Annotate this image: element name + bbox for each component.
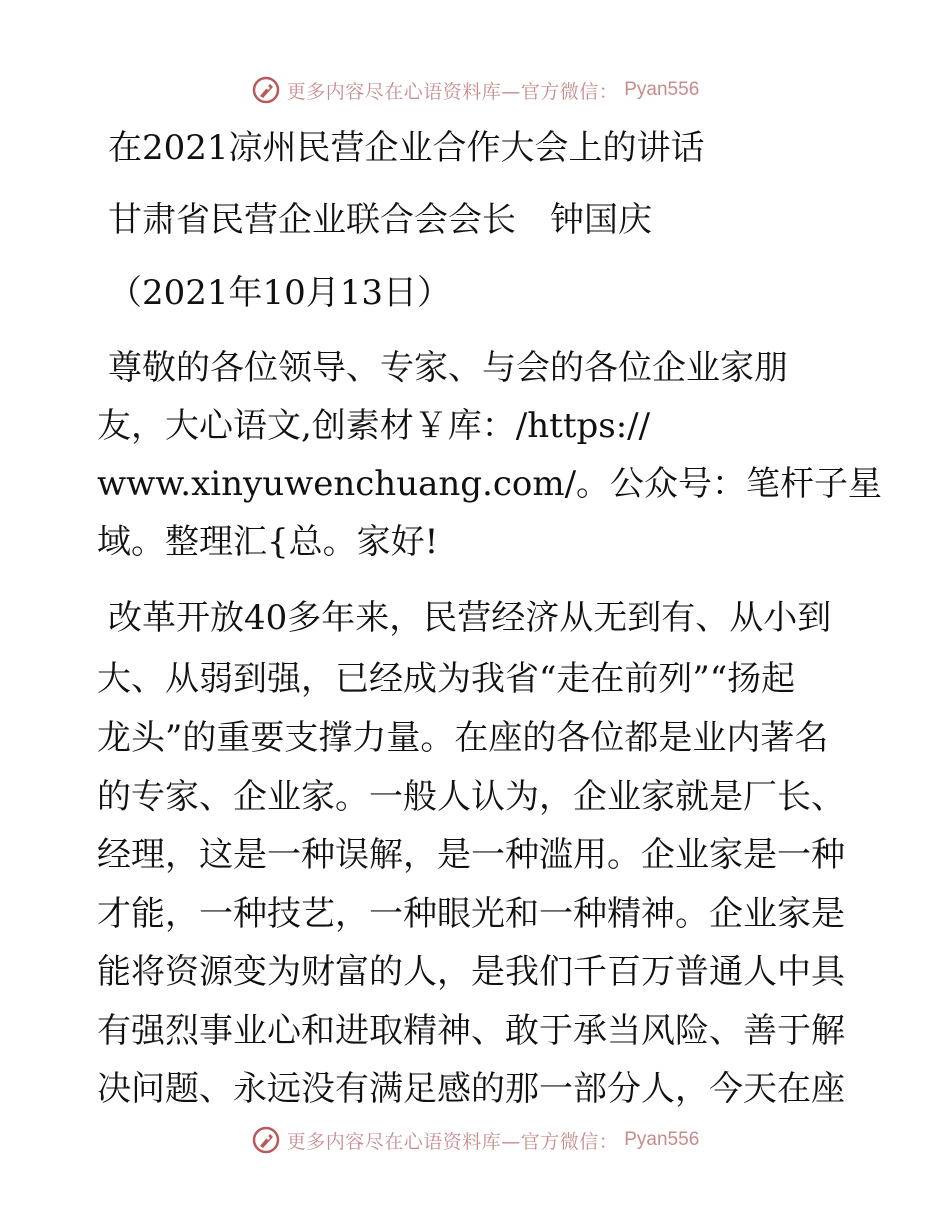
body-line: 经理，这是一种误解，是一种滥用。企业家是一种 bbox=[97, 835, 845, 875]
speaker-line: 甘肃省民营企业联合会会长 钟国庆 bbox=[108, 200, 652, 240]
watermark-text: 更多内容尽在心语资料库—官方微信： bbox=[286, 1130, 619, 1153]
pen-nib-icon bbox=[251, 1125, 281, 1155]
body-line: 才能，一种技艺，一种眼光和一种精神。企业家是 bbox=[97, 894, 845, 934]
body-line: 决问题、永远没有满足感的那一部分人，今天在座 bbox=[97, 1069, 845, 1109]
date-line: （2021年10月13日） bbox=[108, 273, 452, 313]
watermark-header bbox=[0, 70, 950, 110]
watermark-wechat-id: Pyan556 bbox=[624, 79, 700, 100]
greeting-line: www.xinyuwenchuang.com/。公众号：笔杆子星 bbox=[97, 464, 883, 504]
greeting-line: 尊敬的各位领导、专家、与会的各位企业家朋 bbox=[108, 348, 788, 388]
watermark-text: 更多内容尽在心语资料库—官方微信： bbox=[286, 80, 619, 103]
body-line: 的专家、企业家。一般人认为，企业家就是厂长、 bbox=[97, 777, 845, 817]
body-line: 有强烈事业心和进取精神、敢于承当风险、善于解 bbox=[97, 1011, 845, 1051]
body-line: 能将资源变为财富的人，是我们千百万普通人中具 bbox=[97, 952, 845, 992]
watermark-footer bbox=[0, 1120, 950, 1160]
watermark-wechat-id: Pyan556 bbox=[624, 1129, 700, 1150]
greeting-line: 友，大心语文,创素材￥库：/https:// bbox=[97, 406, 651, 446]
body-line: 改革开放40多年来，民营经济从无到有、从小到 bbox=[108, 598, 832, 638]
document-title: 在2021凉州民营企业合作大会上的讲话 bbox=[108, 128, 705, 168]
body-line: 龙头”的重要支撑力量。在座的各位都是业内著名 bbox=[97, 718, 829, 758]
pen-nib-icon bbox=[251, 75, 281, 105]
greeting-line: 域。整理汇{总。家好! bbox=[97, 522, 439, 562]
body-line: 大、从弱到强，已经成为我省“走在前列”“扬起 bbox=[97, 659, 796, 699]
